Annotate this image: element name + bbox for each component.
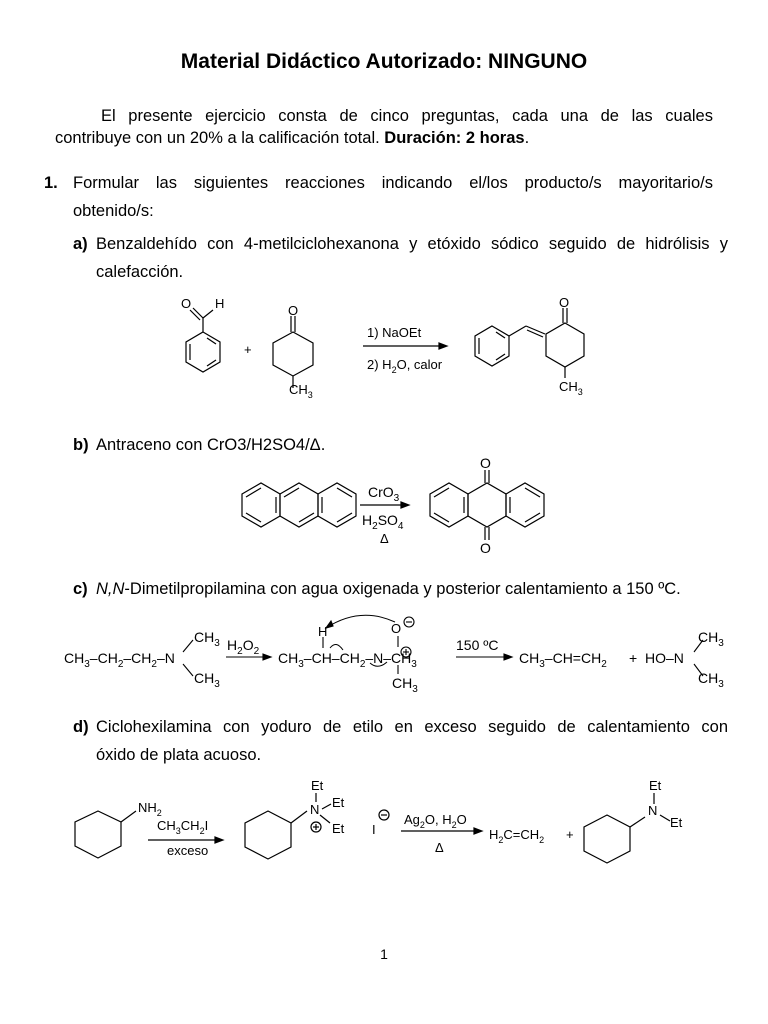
ethylene-product: $H_2C=CH_2$ <box>489 827 545 845</box>
propene-product: $CH_3-CH=CH_2$ <box>519 650 607 670</box>
part-d-text <box>96 716 728 766</box>
plus-sign-d: + <box>566 827 574 842</box>
quinone-oxygen-bottom: O <box>480 540 491 556</box>
product-oxygen: O <box>559 295 570 310</box>
reagent-temperature: 150 ºC <box>456 637 499 653</box>
amine-group: $NH_2$ <box>138 800 162 818</box>
intro-line-2-end: . <box>524 129 530 147</box>
ethyl-top: Et <box>311 778 324 793</box>
scheme-a <box>0 290 768 400</box>
reagent-heat-d: Δ <box>435 840 444 855</box>
product-ethyl-right: Et <box>670 815 683 830</box>
intro-line-2 <box>55 129 529 147</box>
quinone-oxygen-top: O <box>480 455 491 471</box>
part-c-rest: -Dimetilpropilamina con agua oxigenada y posterior calentamiento a 150 ºC. <box>124 580 681 598</box>
n-oxide-oxygen: O <box>391 621 402 636</box>
page-number: 1 <box>380 946 388 962</box>
ketone-oxygen: O <box>288 303 299 318</box>
part-d-line-2: óxido de plata acuoso. <box>96 746 262 764</box>
aldehyde-hydrogen: H <box>215 296 225 311</box>
anthracene-ring-1 <box>242 483 280 527</box>
reagent-oxidant: CrO$_3$ <box>368 484 400 504</box>
scheme-d <box>0 775 768 870</box>
reagent-heat: Δ <box>380 531 389 546</box>
reagent-excess: exceso <box>167 843 209 858</box>
part-c-label: c) <box>73 580 88 598</box>
aldehyde-oxygen: O <box>181 296 192 311</box>
hydroxylamine-methyl-top: $CH_3$ <box>698 629 724 649</box>
reactant-methyl-bottom: $CH_3$ <box>194 670 220 690</box>
scheme-b <box>0 455 768 560</box>
intro-paragraph <box>55 105 713 149</box>
part-a-line-2: calefacción. <box>96 263 184 281</box>
n-oxide-intermediate: $CH_3-CH-CH_2-N-CH_3$ <box>278 650 417 670</box>
beta-hydrogen: H <box>318 624 328 639</box>
intro-line-2-text: contribuye con un 20% a la calificación total. <box>55 129 385 147</box>
reagent-step-1: 1) NaOEt <box>367 325 422 340</box>
reagent-peroxide: $H_2O_2$ <box>227 637 260 657</box>
reagent-silver-oxide: $Ag_2O$, $H_2O$ <box>404 812 467 830</box>
benzene-ring <box>186 332 220 372</box>
cyclohexanone-ring <box>273 332 313 376</box>
amine-reactant: $CH_3-CH_2-CH_2-N$ <box>64 650 175 670</box>
reagent-acid: $H_2SO_4$ <box>362 512 404 532</box>
plus-sign-c: + <box>629 650 638 666</box>
cyclohexylamine-ring <box>75 811 121 858</box>
ethyl-right: Et <box>332 795 345 810</box>
duration-label: Duración: 2 horas <box>384 129 525 147</box>
part-d-line-1: Ciclohexilamina con yoduro de etilo en exceso seguido de calentamiento con <box>96 718 728 736</box>
page-title: Material Didáctico Autorizado: NINGUNO <box>180 50 588 73</box>
part-a-line-1: Benzaldehído con 4-metilciclohexanona y etóxido sódico seguido de hidrólisis y <box>96 235 728 253</box>
reactant-methyl-top: $CH_3$ <box>194 629 220 649</box>
hydroxylamine-methyl-bottom: $CH_3$ <box>698 670 724 690</box>
iodide-counterion: I <box>372 822 376 837</box>
intermediate-methyl: $CH_3$ <box>392 675 418 695</box>
part-b-label: b) <box>73 436 89 454</box>
part-c-italic: N,N <box>96 580 125 598</box>
quinone-ring-2 <box>468 483 506 527</box>
anthracene-ring-2 <box>280 483 318 527</box>
question-number: 1. <box>44 174 58 192</box>
question-text-line-1: Formular las siguientes reacciones indicando el/los producto/s mayoritario/s <box>73 174 713 192</box>
hydroxylamine-product: HO–N <box>645 650 684 666</box>
anthracene-ring-3 <box>318 483 356 527</box>
scheme-c <box>0 610 768 695</box>
part-b-text: Antraceno con CrO3/H2SO4/Δ. <box>96 436 326 454</box>
ammonium-nitrogen: N <box>310 802 320 817</box>
methyl-label: $CH_3$ <box>289 382 313 400</box>
product-benzene-ring <box>475 326 509 366</box>
part-d-label: d) <box>73 718 89 736</box>
intro-line-1: El presente ejercicio consta de cinco preguntas, cada una de las cuales <box>101 107 713 125</box>
part-a-label: a) <box>73 235 88 253</box>
ammonium-ring <box>245 811 291 859</box>
plus-sign: + <box>244 342 252 357</box>
question-text <box>73 172 713 222</box>
triethylamine-ring <box>584 815 630 863</box>
product-cyclohexanone-ring <box>546 323 584 367</box>
product-methyl: $CH_3$ <box>559 379 583 397</box>
reagent-ethyl-iodide: $CH_3CH_2I$ <box>157 818 209 836</box>
question-text-line-2: obtenido/s: <box>73 202 154 220</box>
product-ethyl-top: Et <box>649 778 662 793</box>
quinone-ring-1 <box>430 483 468 527</box>
ethyl-bottom: Et <box>332 821 345 836</box>
quinone-ring-3 <box>506 483 544 527</box>
product-nitrogen: N <box>648 803 658 818</box>
part-a-text <box>96 233 728 283</box>
part-c-text <box>96 578 728 600</box>
reagent-step-2: 2) $H_2O$, calor <box>367 357 443 375</box>
